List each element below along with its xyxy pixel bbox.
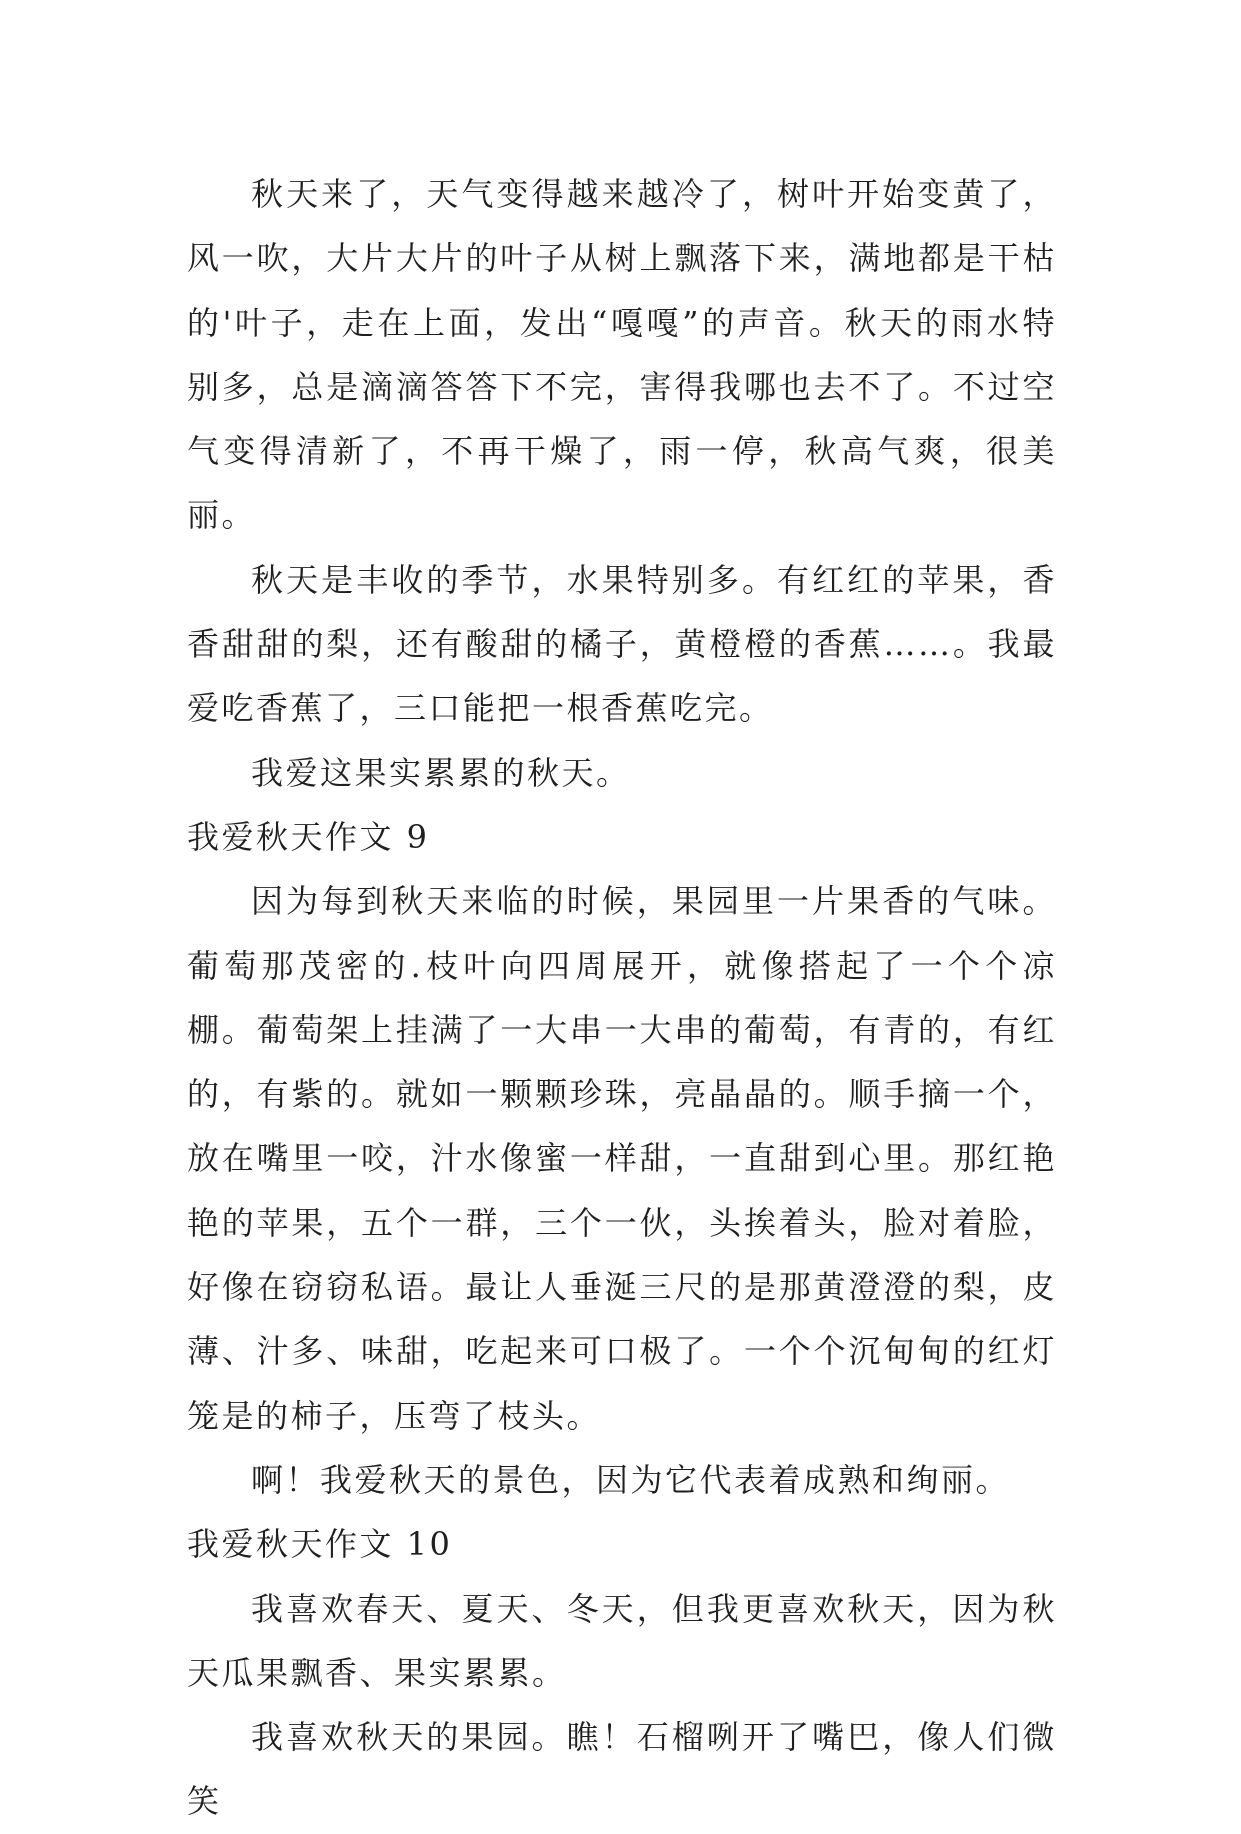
paragraph-autumn-weather: 秋天来了，天气变得越来越冷了，树叶开始变黄了，风一吹，大片大片的叶子从树上飘落下来，满地都是干枯的'叶子，走在上面，发出“嘎嘎”的声音。秋天的雨水特别多，总是滴滴答答下不完，害得我哪也去不了。不过空气变得清新了，不再干燥了，雨一停，秋高气爽，很美丽。 — [187, 175, 1057, 535]
essay-heading-10: 我爱秋天作文 10 — [187, 1525, 453, 1564]
paragraph-autumn-fruits: 秋天是丰收的季节，水果特别多。有红红的苹果，香香甜甜的梨，还有酸甜的橘子，黄橙橙的香蕉……。我最爱吃香蕉了，三口能把一根香蕉吃完。 — [187, 560, 1057, 728]
paragraph-seasons-preference: 我喜欢春天、夏天、冬天，但我更喜欢秋天，因为秋天瓜果飘香、果实累累。 — [187, 1589, 1057, 1692]
paragraph-orchard-description: 因为每到秋天来临的时候，果园里一片果香的气味。葡萄那茂密的.枝叶向四周展开，就像搭起了一个个凉棚。葡萄架上挂满了一大串一大串的葡萄，有青的，有红的，有紫的。就如一颗颗珍珠，亮晶晶的。顺手摘一个，放在嘴里一咬，汁水像蜜一样甜，一直甜到心里。那红艳艳的苹果，五个一群，三个一伙，头挨着头，脸对着脸，好像在窃窃私语。最让人垂涎三尺的是那黄澄澄的梨，皮薄、汁多、味甜，吃起来可口极了。一个个沉甸甸的红灯笼是的柿子，压弯了枝头。 — [187, 882, 1057, 1435]
paragraph-autumn-scenery: 啊！我爱秋天的景色，因为它代表着成熟和绚丽。 — [251, 1460, 1011, 1499]
essay-heading-9: 我爱秋天作文 9 — [187, 817, 430, 856]
paragraph-love-autumn: 我爱这果实累累的秋天。 — [251, 753, 631, 792]
document-body — [187, 162, 1057, 1834]
paragraph-autumn-orchard: 我喜欢秋天的果园。瞧！石榴咧开了嘴巴，像人们微笑 — [187, 1718, 1057, 1821]
